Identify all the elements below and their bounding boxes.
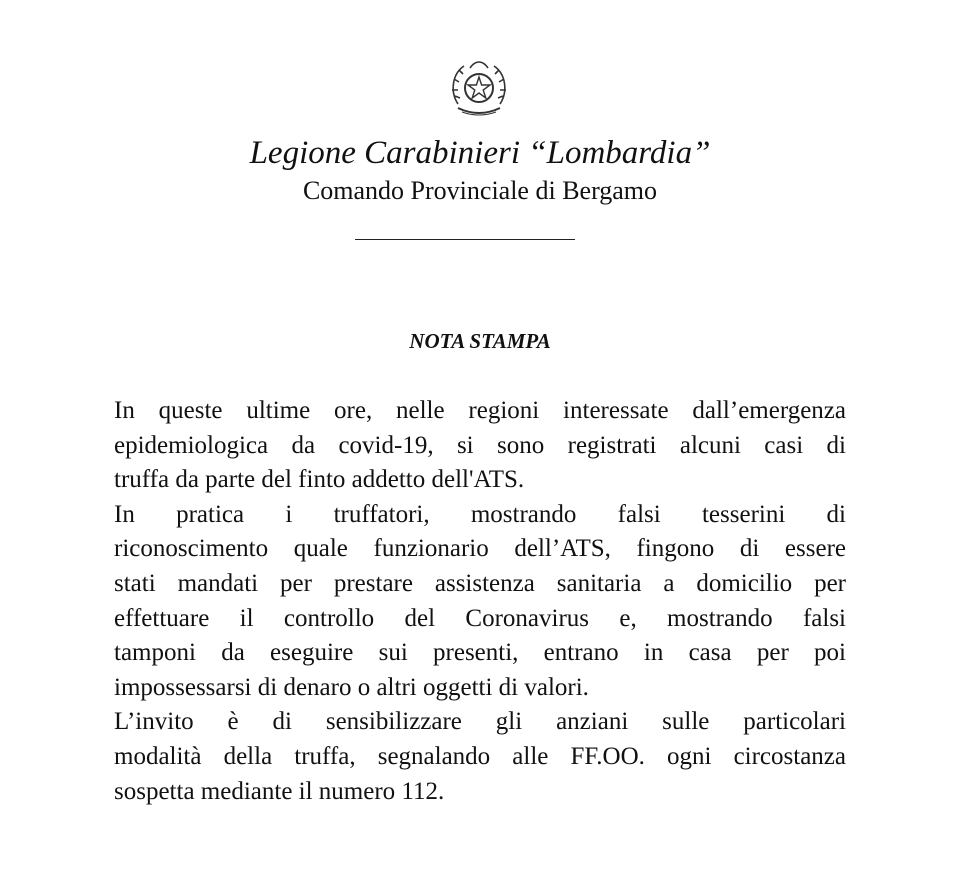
body-line: impossessarsi di denaro o altri oggetti di valori.	[114, 673, 589, 701]
body-line: truffa da parte del finto addetto dell'ATS.	[114, 466, 525, 494]
body-line: In pratica i truffatori, mostrando falsi tesserini di	[114, 500, 846, 528]
document-title: Legione Carabinieri “Lombardia”	[249, 135, 711, 171]
body-line: stati mandati per prestare assistenza sanitaria a domicilio per	[114, 569, 846, 597]
body-line: In queste ultime ore, nelle regioni interessate dall’emergenza	[114, 397, 846, 424]
body-line: epidemiologica da covid-19, si sono registrati alcuni casi di	[114, 431, 846, 459]
press-note-heading: NOTA STAMPA	[409, 329, 551, 353]
press-note-body	[114, 394, 846, 809]
body-line: riconoscimento quale funzionario dell’ATS, fingono di essere	[114, 535, 846, 563]
body-line: effettuare il controllo del Coronavirus e, mostrando falsi	[114, 604, 846, 632]
body-line: sospetta mediante il numero 112.	[114, 777, 445, 805]
body-line: modalità della truffa, segnalando alle FF.OO. ogni circostanza	[114, 742, 846, 770]
body-line: tamponi da eseguire sui presenti, entrano in casa per poi	[114, 639, 846, 667]
document-subtitle: Comando Provinciale di Bergamo	[302, 176, 658, 205]
italian-republic-emblem-icon	[448, 58, 510, 120]
body-line: L’invito è di sensibilizzare gli anziani sulle particolari	[114, 708, 846, 736]
divider-line	[355, 239, 575, 240]
